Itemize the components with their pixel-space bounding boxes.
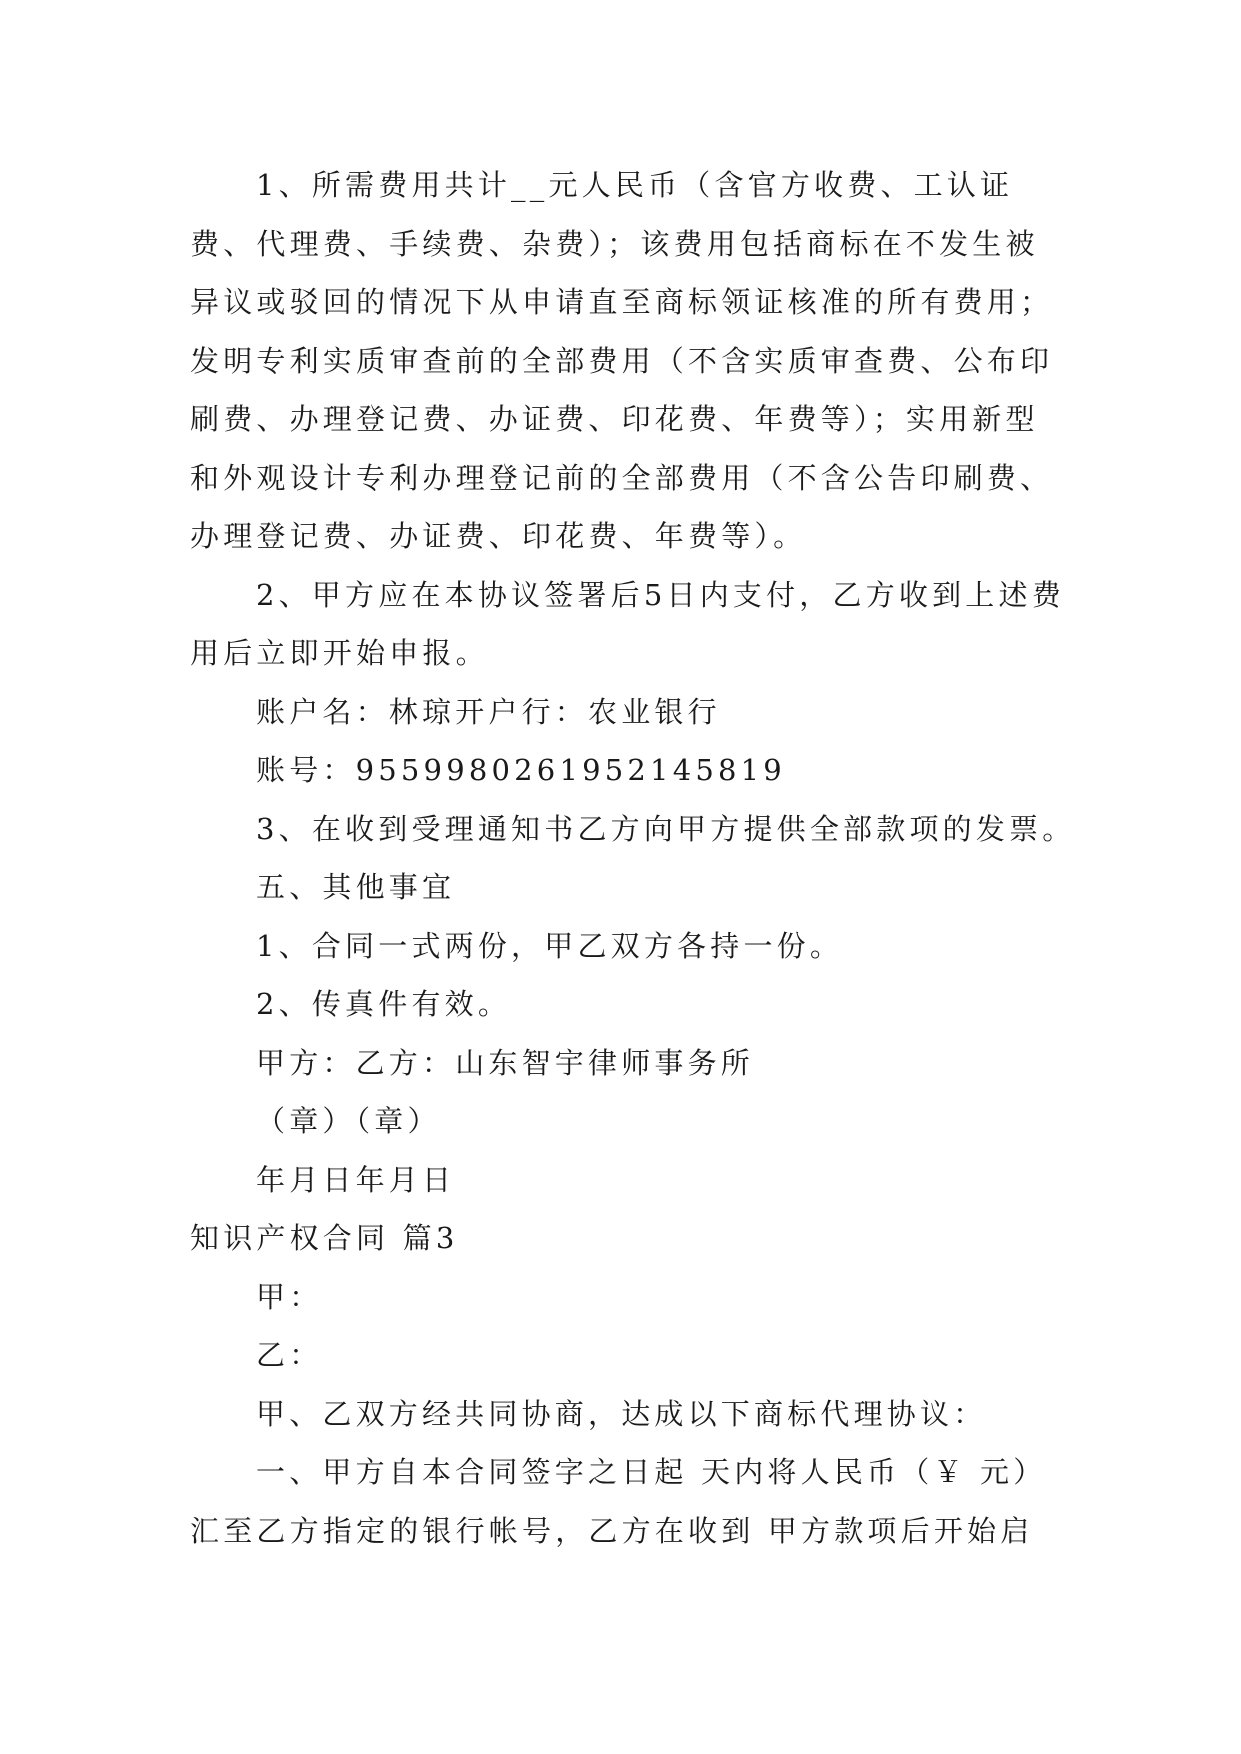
- party-b-line: 乙：: [256, 1338, 323, 1372]
- other-matters-heading: 五、其他事宜: [256, 870, 456, 904]
- party-a-line: 甲：: [256, 1279, 323, 1314]
- section-heading: 知识产权合同 篇3: [190, 1221, 459, 1255]
- fax-clause: 2、传真件有效。: [256, 987, 512, 1021]
- parties-signature-line: 甲方：乙方：山东智宇律师事务所: [256, 1045, 755, 1080]
- fee-clause-paragraph: 1、所需费用共计__元人民币（含官方收费、工认证费、代理费、手续费、杂费）；该费用包括商标在不发生被异议或驳回的情况下从申请直至商标领证核准的所有费用；发明专利实质审查前的全部费用（不含实质审查费、公布印刷费、办理登记费、办证费、印花费、年费等）；实用新型和外观设计专利办理登记前的全部费用（不含公告印刷费、办理登记费、办证费、印花费、年费等）。: [190, 168, 1054, 553]
- payment-transfer-paragraph: 一、甲方自本合同签字之日起 天内将人民币（￥ 元）汇至乙方指定的银行帐号，乙方在收到 甲方款项后开始启: [190, 1455, 1047, 1548]
- seal-line: （章）（章）: [256, 1104, 441, 1138]
- account-name-line: 账户名：林琼开户行：农业银行: [256, 694, 721, 729]
- payment-clause-paragraph: 2、甲方应在本协议签署后5日内支付，乙方收到上述费用后立即开始申报。: [190, 577, 1065, 670]
- invoice-clause-paragraph: 3、在收到受理通知书乙方向甲方提供全部款项的发票。: [256, 811, 1076, 846]
- date-line: 年月日年月日: [256, 1162, 456, 1197]
- document-body: [190, 156, 1076, 1560]
- account-number-line: 账号：9559980261952145819: [256, 753, 786, 787]
- copies-clause: 1、合同一式两份，甲乙双方各持一份。: [256, 928, 844, 963]
- agreement-intro-line: 甲、乙双方经共同协商，达成以下商标代理协议：: [256, 1396, 987, 1431]
